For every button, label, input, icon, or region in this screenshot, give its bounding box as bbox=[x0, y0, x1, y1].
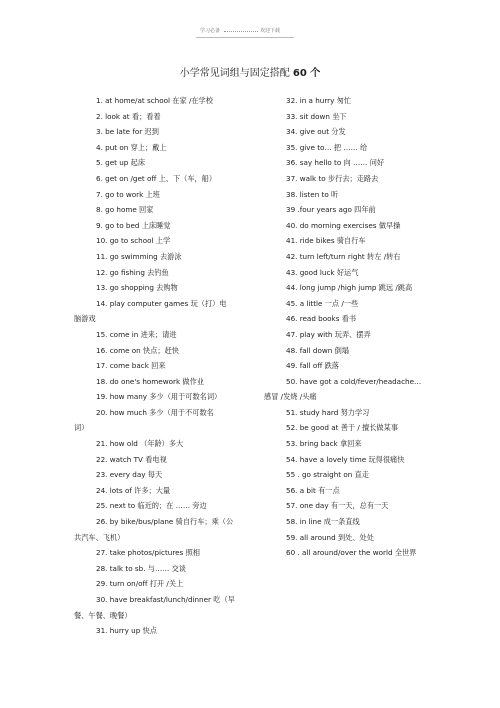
phrase-text: 60 . all around/over the world 全世界 bbox=[286, 548, 417, 558]
phrase-line bbox=[74, 483, 274, 499]
phrase-line bbox=[264, 467, 464, 483]
phrase-line bbox=[74, 327, 274, 343]
phrase-text: 3. be late for 迟到 bbox=[96, 127, 159, 137]
phrase-text: 46. read books 看书 bbox=[286, 314, 357, 324]
phrase-line bbox=[74, 608, 274, 624]
phrase-line bbox=[74, 358, 274, 374]
phrase-line bbox=[74, 623, 274, 639]
phrase-text: 餐、午餐、晚餐） bbox=[74, 610, 132, 620]
phrase-text: 39 .four years ago 四年前 bbox=[286, 205, 376, 215]
phrase-line bbox=[74, 155, 274, 171]
phrase-line bbox=[264, 436, 464, 452]
phrase-text: 13. go shopping 去购物 bbox=[96, 283, 178, 293]
phrase-line bbox=[74, 202, 274, 218]
phrase-text: 14. play computer games 玩（打）电 bbox=[96, 298, 227, 308]
phrase-text: 26. by bike/bus/plane 骑自行车；乘（公 bbox=[96, 517, 234, 527]
phrase-text: 25. next to 临近的；在 …… 旁边 bbox=[96, 501, 207, 511]
phrase-text: 2. look at 看；看着 bbox=[96, 111, 161, 121]
phrase-text: 38. listen to 听 bbox=[286, 189, 339, 199]
right-column bbox=[264, 93, 464, 561]
phrase-text: 22. watch TV 看电视 bbox=[96, 454, 167, 464]
phrase-text: 40. do morning exercises 做早操 bbox=[286, 220, 401, 230]
phrase-line bbox=[264, 155, 464, 171]
phrase-text: 56. a bit 有一点 bbox=[286, 485, 340, 495]
phrase-text: 28. talk to sb. 与…… 交谈 bbox=[96, 563, 186, 573]
phrase-text: 44. long jump /high jump 跳远 /跳高 bbox=[286, 283, 413, 293]
phrase-line bbox=[264, 483, 464, 499]
phrase-text: 31. hurry up 快点 bbox=[96, 626, 157, 636]
phrase-line bbox=[264, 249, 464, 265]
phrase-line bbox=[74, 187, 274, 203]
phrase-line bbox=[74, 93, 274, 109]
phrase-text: 17. come back 回来 bbox=[96, 361, 166, 371]
phrase-text: 27. take photos/pictures 照相 bbox=[96, 548, 200, 558]
phrase-text: 33. sit down 坐下 bbox=[286, 111, 347, 121]
phrase-text: 11. go swimming 去游泳 bbox=[96, 251, 182, 261]
phrase-text: 12. go fishing 去钓鱼 bbox=[96, 267, 169, 277]
phrase-text: 16. come on 快点；赶快 bbox=[96, 345, 179, 355]
phrase-line bbox=[264, 389, 464, 405]
phrase-line bbox=[74, 265, 274, 281]
phrase-text: 43. good luck 好运气 bbox=[286, 267, 359, 277]
phrase-text: 18. do one's homework 做作业 bbox=[96, 376, 204, 386]
phrase-text: 1. at home/at school 在家 /在学校 bbox=[96, 96, 213, 105]
phrase-text: 4. put on 穿上；戴上 bbox=[96, 142, 167, 152]
phrase-line bbox=[74, 233, 274, 249]
left-column bbox=[74, 93, 274, 639]
page-title bbox=[0, 64, 500, 79]
phrase-line bbox=[264, 343, 464, 359]
phrase-line bbox=[264, 405, 464, 421]
phrase-line bbox=[74, 311, 274, 327]
phrase-text: 20. how much 多少（用于不可数名 bbox=[96, 407, 214, 417]
phrase-text: 36. say hello to 向 …… 问好 bbox=[286, 158, 385, 168]
page-header bbox=[0, 27, 500, 41]
phrase-line bbox=[264, 327, 464, 343]
phrase-line bbox=[74, 280, 274, 296]
phrase-line bbox=[74, 452, 274, 468]
phrase-line bbox=[74, 576, 274, 592]
phrase-line bbox=[74, 374, 274, 390]
phrase-text: 53. bring back 拿回来 bbox=[286, 439, 362, 449]
phrase-line bbox=[264, 311, 464, 327]
phrase-line bbox=[74, 140, 274, 156]
phrase-text: 51. study hard 努力学习 bbox=[286, 407, 370, 417]
phrase-line bbox=[74, 171, 274, 187]
phrase-line bbox=[74, 405, 274, 421]
phrase-text: 35. give to… 把 …… 给 bbox=[286, 142, 368, 152]
phrase-line bbox=[264, 452, 464, 468]
phrase-text: 42. turn left/turn right 转左 /转右 bbox=[286, 251, 401, 261]
title-count: 60 个 bbox=[292, 68, 321, 79]
phrase-text: 23. every day 每天 bbox=[96, 470, 163, 480]
phrase-line bbox=[264, 514, 464, 530]
phrase-line bbox=[264, 265, 464, 281]
phrase-line bbox=[74, 420, 274, 436]
phrase-line bbox=[264, 218, 464, 234]
phrase-text: 50. have got a cold/fever/headache… bbox=[286, 376, 422, 386]
phrase-text: 41. ride bikes 骑自行车 bbox=[286, 236, 366, 246]
phrase-text: 8. go home 回家 bbox=[96, 205, 154, 215]
phrase-line bbox=[74, 467, 274, 483]
phrase-text: 49. fall off 跌落 bbox=[286, 361, 339, 371]
phrase-line bbox=[74, 498, 274, 514]
phrase-text: 9. go to bed 上床睡觉 bbox=[96, 220, 171, 230]
phrase-text: 5. get up 起床 bbox=[96, 158, 146, 168]
phrase-line bbox=[74, 561, 274, 577]
phrase-text: 15. come in 进来；请进 bbox=[96, 329, 177, 339]
phrase-line bbox=[74, 545, 274, 561]
phrase-line bbox=[74, 436, 274, 452]
phrase-line bbox=[74, 343, 274, 359]
phrase-text: 32. in a hurry 匆忙 bbox=[286, 96, 352, 105]
phrase-text: 7. go to work 上班 bbox=[96, 189, 160, 199]
phrase-line bbox=[264, 109, 464, 125]
phrase-text: 47. play with 玩弄、摆弄 bbox=[286, 329, 371, 339]
phrase-text: 52. be good at 善于 / 擅长做某事 bbox=[286, 423, 399, 433]
phrase-line bbox=[264, 187, 464, 203]
phrase-line bbox=[264, 233, 464, 249]
phrase-line bbox=[74, 249, 274, 265]
phrase-line bbox=[264, 93, 464, 109]
phrase-line bbox=[264, 140, 464, 156]
phrase-text: 37. walk to 步行去；走路去 bbox=[286, 173, 379, 183]
phrase-line bbox=[264, 358, 464, 374]
phrase-text: 感冒 /发烧 /头痛 bbox=[264, 392, 317, 402]
phrase-line bbox=[264, 280, 464, 296]
phrase-line bbox=[74, 592, 274, 608]
phrase-line bbox=[74, 109, 274, 125]
header-rule bbox=[196, 37, 294, 38]
phrase-text: 10. go to school 上学 bbox=[96, 236, 171, 246]
phrase-text: 共汽车、飞机） bbox=[74, 532, 125, 542]
phrase-line bbox=[74, 218, 274, 234]
phrase-line bbox=[264, 498, 464, 514]
title-text: 小学常见词组与固定搭配 bbox=[179, 68, 290, 79]
phrase-line bbox=[264, 374, 464, 390]
phrase-text: 24. lots of 许多；大量 bbox=[96, 485, 171, 495]
phrase-line bbox=[264, 171, 464, 187]
phrase-text: 30. have breakfast/lunch/dinner 吃（早 bbox=[96, 595, 235, 604]
phrase-text: 脑游戏 bbox=[74, 314, 96, 324]
phrase-line bbox=[74, 389, 274, 405]
phrase-text: 34. give out 分发 bbox=[286, 127, 346, 137]
phrase-line bbox=[264, 296, 464, 312]
phrase-line bbox=[264, 124, 464, 140]
phrase-text: 29. turn on/off 打开 /关上 bbox=[96, 579, 184, 589]
phrase-line bbox=[74, 296, 274, 312]
phrase-text: 45. a little 一点 /一些 bbox=[286, 298, 359, 308]
phrase-text: 58. in line 成一条直线 bbox=[286, 517, 360, 527]
phrase-line bbox=[264, 545, 464, 561]
phrase-line bbox=[264, 202, 464, 218]
phrase-text: 54. have a lovely time 玩得很痛快 bbox=[286, 454, 405, 464]
phrase-line bbox=[264, 420, 464, 436]
phrase-line bbox=[74, 530, 274, 546]
phrase-text: 21. how old （年龄）多大 bbox=[96, 439, 184, 449]
phrase-text: 19. how many 多少（用于可数名词） bbox=[96, 392, 222, 402]
phrase-text: 词） bbox=[74, 423, 89, 433]
phrase-text: 59. all around 到处、处处 bbox=[286, 532, 374, 542]
phrase-text: 57. one day 有一天，总有一天 bbox=[286, 501, 389, 511]
phrase-line bbox=[74, 124, 274, 140]
phrase-line bbox=[74, 514, 274, 530]
phrase-line bbox=[264, 530, 464, 546]
phrase-text: 6. get on /get off 上、下（车，船） bbox=[96, 173, 217, 183]
phrase-text: 48. fall down 倒塌 bbox=[286, 345, 349, 355]
header-right-text: 欢迎下载 bbox=[260, 28, 281, 34]
phrase-text: 55 . go straight on 直走 bbox=[286, 470, 369, 480]
header-dotted-line bbox=[224, 31, 258, 32]
header-left-text: 学习必备 bbox=[200, 28, 221, 34]
